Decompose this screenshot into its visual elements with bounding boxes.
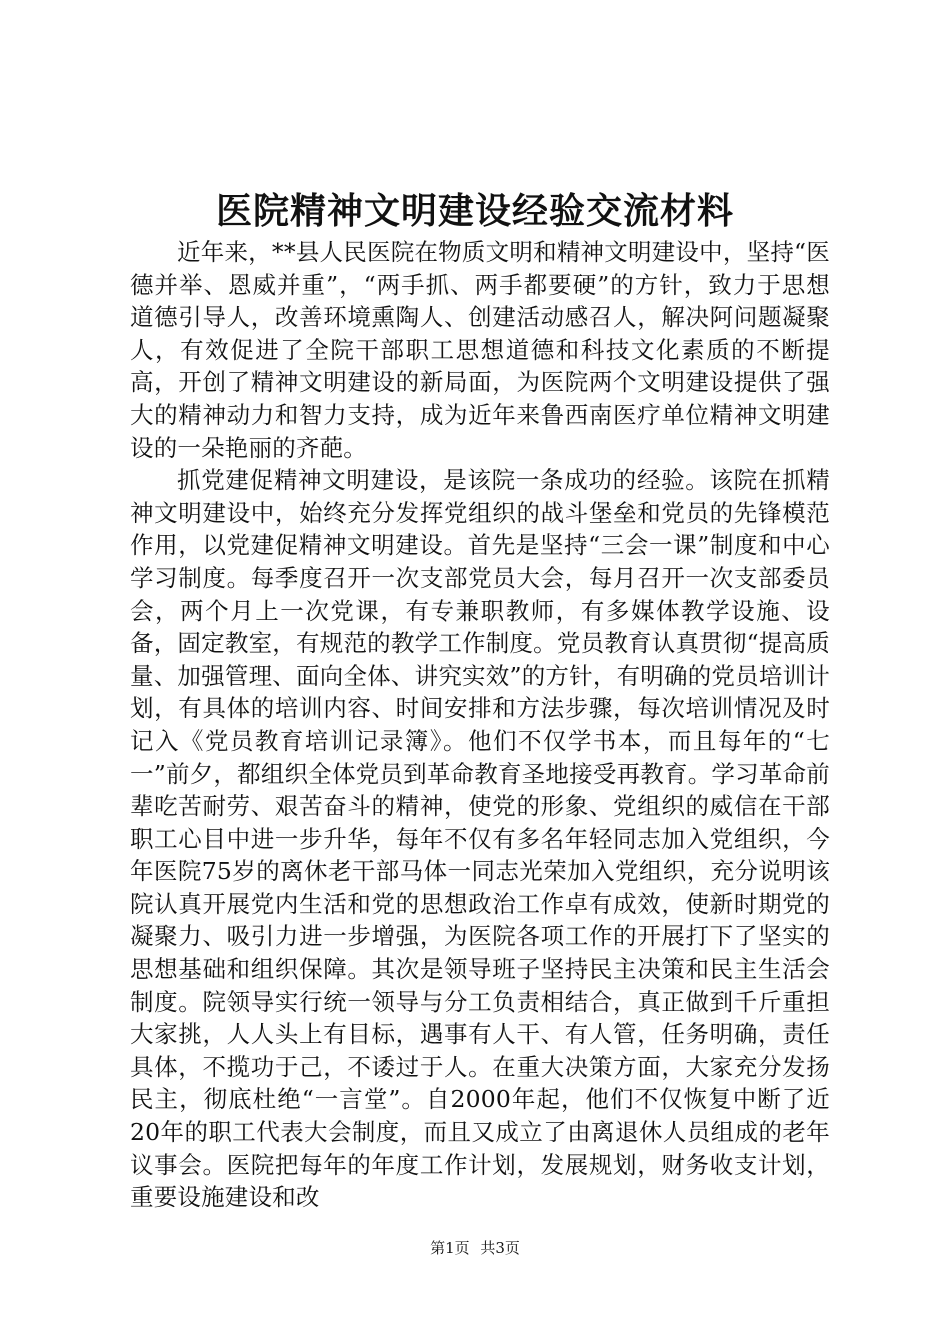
paragraph-intro: 近年来，**县人民医院在物质文明和精神文明建设中，坚持“医德并举、恩威并重”，“两手抓、两手都要硬”的方针，致力于思想道德引导人，改善环境熏陶人、创建活动感召人，解决阿问题凝聚人，有效促进了全院干部职工思想道德和科技文化素质的不断提高，开创了精神文明建设的新局面，为医院两个文明建设提供了强大的精神动力和智力支持，成为近年来鲁西南医疗单位精神文明建设的一朵艳丽的齐葩。: [130, 238, 830, 462]
page-total: 共3页: [480, 1239, 520, 1257]
paragraph-party-building: 抓党建促精神文明建设，是该院一条成功的经验。该院在抓精神文明建设中，始终充分发挥党组织的战斗堡垒和党员的先锋模范作用，以党建促精神文明建设。首先是坚持“三会一课”制度和中心学习制度。每季度召开一次支部党员大会，每月召开一次支部委员会，两个月上一次党课，有专兼职教师，有多媒体教学设施、设备，固定教室，有规范的教学工作制度。党员教育认真贯彻“提高质量、加强管理、面向全体、讲究实效”的方针，有明确的党员培训计划，有具体的培训内容、时间安排和方法步骤，每次培训情况及时记入《党员教育培训记录簿》。他们不仅学书本，而且每年的“七一”前夕，都组织全体党员到革命教育圣地接受再教育。学习革命前辈吃苦耐劳、艰苦奋斗的精神，使党的形象、党组织的威信在干部职工心目中进一步升华，每年不仅有多名年轻同志加入党组织，今年医院75岁的离休老干部马体一同志光荣加入党组织，充分说明该院认真开展党内生活和党的思想政治工作卓有成效，使新时期党的凝聚力、吸引力进一步增强，为医院各项工作的开展打下了坚实的思想基础和组织保障。其次是领导班子坚持民主决策和民主生活会制度。院领导实行统一领导与分工负责相结合，真正做到千斤重担大家挑，人人头上有目标，遇事有人干、有人管，任务明确，责任具体，不揽功于己，不诿过于人。在重大决策方面，大家充分发扬民主，彻底杜绝“一言堂”。自2000年起，他们不仅恢复中断了近20年的职工代表大会制度，而且又成立了由离退休人员组成的老年议事会。医院把每年的年度工作计划，发展规划，财务收支计划，重要设施建设和改: [130, 466, 830, 1212]
page-number: 第1页: [430, 1239, 470, 1257]
document-title: 医院精神文明建设经验交流材料: [215, 190, 734, 232]
document-body: [130, 236, 830, 1214]
page-footer: [0, 1238, 950, 1258]
